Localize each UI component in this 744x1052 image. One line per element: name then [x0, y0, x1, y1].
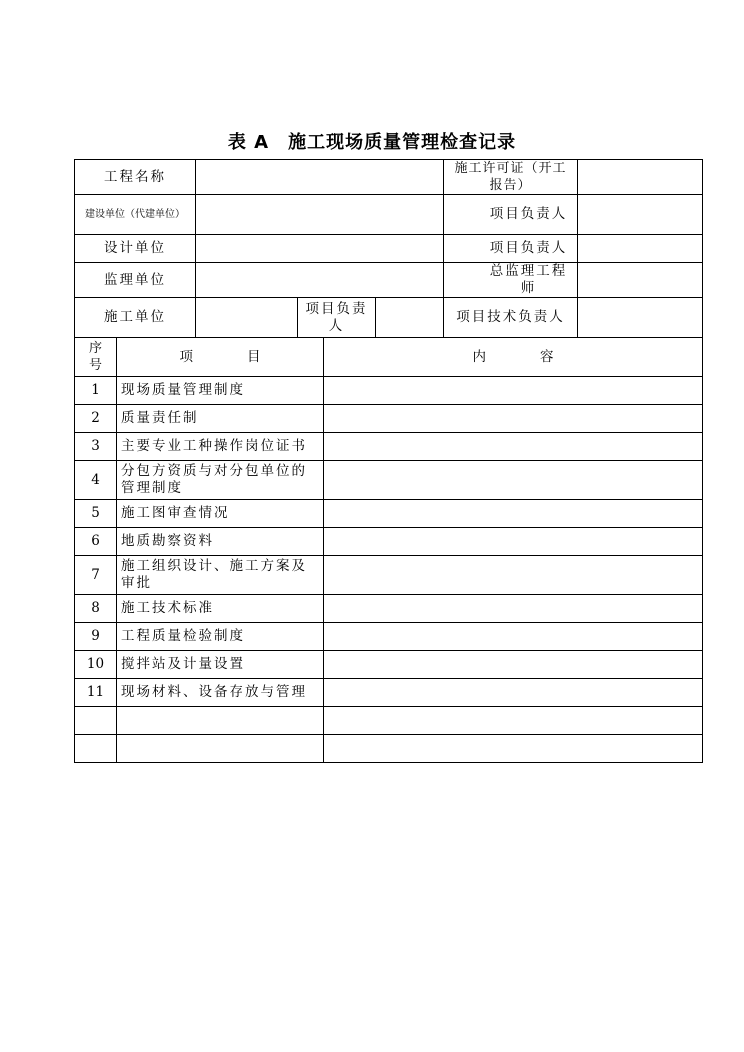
table-row	[75, 377, 703, 405]
row-number: 10	[75, 651, 117, 679]
table-row	[75, 707, 703, 735]
row-item: 工程质量检验制度	[117, 623, 324, 651]
row-content-field[interactable]	[324, 679, 703, 707]
row-item[interactable]	[117, 707, 324, 735]
design-pm-label: 项目负责人	[444, 235, 578, 263]
table-row	[75, 623, 703, 651]
row-number: 4	[75, 461, 117, 500]
project-name-field[interactable]	[196, 160, 444, 195]
page-title: 表 A 施工现场质量管理检查记录	[227, 132, 517, 153]
row-item: 施工图审查情况	[117, 500, 324, 528]
row-number: 11	[75, 679, 117, 707]
row-item: 质量责任制	[117, 405, 324, 433]
item-column-header: 项 目	[117, 338, 324, 377]
design-label: 设计单位	[75, 235, 196, 263]
row-item: 现场质量管理制度	[117, 377, 324, 405]
tech-lead-field[interactable]	[578, 298, 703, 338]
construction-field[interactable]	[196, 298, 298, 338]
builder-pm-label: 项目负责人	[444, 195, 578, 235]
row-item: 主要专业工种操作岗位证书	[117, 433, 324, 461]
construction-pm-field[interactable]	[376, 298, 444, 338]
row-number: 5	[75, 500, 117, 528]
row-content-field[interactable]	[324, 405, 703, 433]
row-construction	[75, 298, 703, 338]
row-content-field[interactable]	[324, 528, 703, 556]
table-row	[75, 651, 703, 679]
table-row	[75, 528, 703, 556]
chief-supervisor-label: 总监理工程师	[444, 263, 578, 298]
table-row	[75, 595, 703, 623]
table-row	[75, 500, 703, 528]
permit-label: 施工许可证（开工报告）	[444, 160, 578, 195]
table-row	[75, 735, 703, 763]
table-row	[75, 461, 703, 500]
content-column-header: 内 容	[324, 338, 703, 377]
row-item: 现场材料、设备存放与管理	[117, 679, 324, 707]
row-number: 7	[75, 556, 117, 595]
construction-label: 施工单位	[75, 298, 196, 338]
row-content-field[interactable]	[324, 556, 703, 595]
row-item: 施工组织设计、施工方案及审批	[117, 556, 324, 595]
row-number	[75, 735, 117, 763]
builder-label: 建设单位（代建单位）	[75, 195, 196, 235]
row-content-field[interactable]	[324, 651, 703, 679]
row-content-field[interactable]	[324, 433, 703, 461]
row-content-field[interactable]	[324, 707, 703, 735]
row-number: 3	[75, 433, 117, 461]
row-design	[75, 235, 703, 263]
info-table	[74, 159, 703, 338]
items-table	[74, 338, 703, 763]
row-item: 地质勘察资料	[117, 528, 324, 556]
row-number: 1	[75, 377, 117, 405]
design-field[interactable]	[196, 235, 444, 263]
design-pm-field[interactable]	[578, 235, 703, 263]
row-content-field[interactable]	[324, 500, 703, 528]
row-number: 2	[75, 405, 117, 433]
supervision-label: 监理单位	[75, 263, 196, 298]
table-row	[75, 556, 703, 595]
no-column-header: 序号	[75, 338, 117, 377]
row-number: 9	[75, 623, 117, 651]
row-content-field[interactable]	[324, 595, 703, 623]
supervision-field[interactable]	[196, 263, 444, 298]
permit-field[interactable]	[578, 160, 703, 195]
row-item: 施工技术标准	[117, 595, 324, 623]
row-content-field[interactable]	[324, 461, 703, 500]
row-number: 6	[75, 528, 117, 556]
construction-pm-label: 项目负责人	[298, 298, 376, 338]
row-item[interactable]	[117, 735, 324, 763]
row-item: 分包方资质与对分包单位的管理制度	[117, 461, 324, 500]
project-name-label: 工程名称	[75, 160, 196, 195]
table-row	[75, 433, 703, 461]
row-content-field[interactable]	[324, 377, 703, 405]
builder-field[interactable]	[196, 195, 444, 235]
row-content-field[interactable]	[324, 623, 703, 651]
row-project-name	[75, 160, 703, 195]
table-row	[75, 679, 703, 707]
inspection-form	[74, 159, 702, 763]
row-supervision	[75, 263, 703, 298]
row-number: 8	[75, 595, 117, 623]
chief-supervisor-field[interactable]	[578, 263, 703, 298]
items-header-row	[75, 338, 703, 377]
row-item: 搅拌站及计量设置	[117, 651, 324, 679]
row-content-field[interactable]	[324, 735, 703, 763]
row-number	[75, 707, 117, 735]
row-builder	[75, 195, 703, 235]
tech-lead-label: 项目技术负责人	[444, 298, 578, 338]
builder-pm-field[interactable]	[578, 195, 703, 235]
table-row	[75, 405, 703, 433]
